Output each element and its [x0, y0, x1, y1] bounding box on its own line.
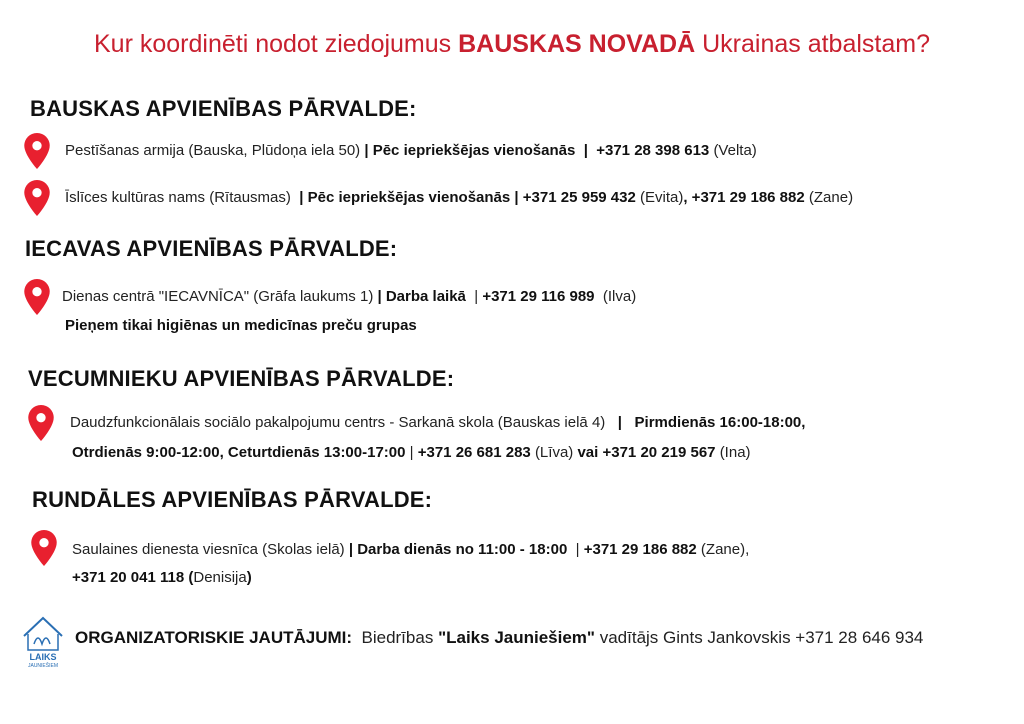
section-heading-rundale: RUNDĀLES APVIENĪBAS PĀRVALDE: [32, 487, 433, 512]
logo-text: LAIKS [29, 652, 57, 662]
contact-name: (Ina) [719, 444, 751, 461]
contact-name: Denisija [193, 569, 247, 586]
page-title [0, 30, 1024, 59]
list-item [70, 414, 805, 431]
list-item-continued [72, 444, 751, 461]
separator: | [514, 189, 519, 206]
footer-contact: vadītājs Gints Jankovskis +371 28 646 934 [599, 628, 924, 647]
place: Dienas centrā "IECAVNĪCA" (Grāfa laukums 1) [62, 288, 374, 305]
separator: | [617, 414, 622, 431]
footer-org: "Laiks Jauniešiem" [438, 628, 595, 647]
section-heading-vecumnieki: VECUMNIEKU APVIENĪBAS PĀRVALDE: [28, 366, 455, 391]
note-text: Pieņem tikai higiēnas un medicīnas preču grupas [65, 317, 417, 334]
section-heading-iecava: IECAVAS APVIENĪBAS PĀRVALDE: [25, 236, 398, 261]
map-pin-icon [24, 133, 50, 169]
note [65, 317, 417, 334]
footer-label: ORGANIZATORISKIE JAUTĀJUMI: [75, 628, 353, 647]
list-item [72, 541, 749, 558]
section-heading-bauska: BAUSKAS APVIENĪBAS PĀRVALDE: [30, 96, 417, 121]
place: Saulaines dienesta viesnīca (Skolas ielā) [72, 541, 345, 558]
phone: +371 29 116 989 [482, 288, 595, 305]
contact-name: (Zane) [808, 189, 854, 206]
footer-pre: Biedrības [361, 628, 434, 647]
title-bold: BAUSKAS NOVADĀ [458, 30, 696, 58]
list-item [62, 288, 636, 305]
separator: | [583, 142, 588, 159]
list-item-continued [72, 569, 252, 586]
title-text-2: Ukrainas atbalstam? [695, 30, 930, 58]
list-item [65, 142, 757, 159]
title-text-1: Kur koordinēti nodot ziedojumus [94, 30, 459, 58]
phone: +371 25 959 432 [522, 189, 636, 206]
logo-house-icon [20, 610, 66, 668]
contact-name: (Evita) [640, 189, 684, 206]
phone: +371 29 186 882 [583, 541, 697, 558]
connector: vai [577, 444, 599, 461]
footer [75, 628, 923, 648]
bracket: ) [246, 569, 252, 586]
map-pin-icon [31, 530, 57, 566]
place: Daudzfunkcionālais sociālo pakalpojumu centrs - Sarkanā skola (Bauskas ielā 4) [70, 414, 606, 431]
map-pin-icon [24, 180, 50, 216]
map-pin-icon [28, 405, 54, 441]
separator: | [474, 288, 479, 305]
map-pin-icon [24, 279, 50, 315]
phone: +371 26 681 283 [417, 444, 531, 461]
logo-subtext: JAUNIEŠIEM [27, 663, 59, 668]
contact-name: (Velta) [713, 142, 757, 159]
phone: +371 20 219 567 [602, 444, 716, 461]
separator: | [409, 444, 414, 461]
contact-name: (Līva) [534, 444, 574, 461]
phone: +371 28 398 613 [596, 142, 710, 159]
place: Īslīces kultūras nams (Rītausmas) [65, 189, 291, 206]
schedule: Pirmdienās 16:00-18:00, [634, 414, 806, 431]
schedule: Otrdienās 9:00-12:00, Ceturtdienās 13:00-17:00 [72, 444, 406, 461]
separator: | [575, 541, 580, 558]
place: Pestīšanas armija (Bauska, Plūdoņa iela 50) [65, 142, 361, 159]
schedule: | Darba laikā [377, 288, 466, 305]
schedule: | Pēc iepriekšējas vienošanās [299, 189, 511, 206]
contact-name: (Ilva) [602, 288, 637, 305]
phone: +371 20 041 118 ( [72, 569, 194, 586]
contact-name: (Zane), [700, 541, 750, 558]
list-item [65, 189, 853, 206]
schedule: | Pēc iepriekšējas vienošanās [364, 142, 576, 159]
phone: , +371 29 186 882 [683, 189, 805, 206]
schedule: | Darba dienās no 11:00 - 18:00 [348, 541, 568, 558]
